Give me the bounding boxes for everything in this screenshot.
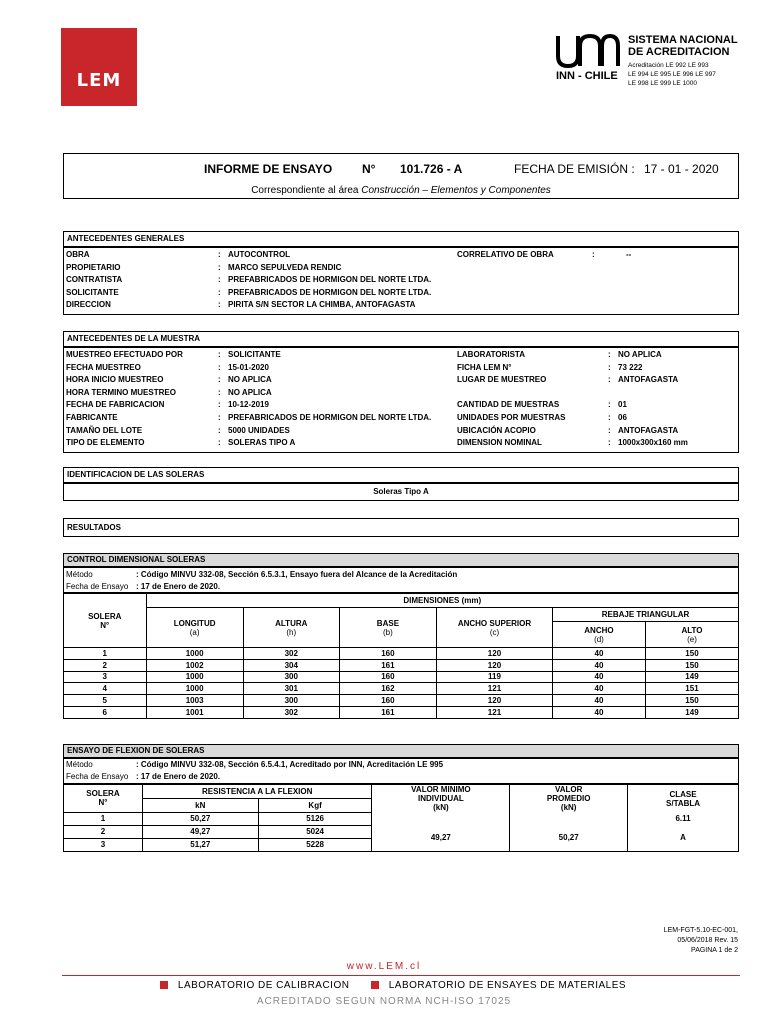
table-cell: 160 [339,695,436,707]
table-cell: 302 [243,648,339,660]
field-value: AUTOCONTROL [228,250,291,259]
field-colon: : [218,275,221,285]
flex-col-promedio: VALOR PROMEDIO (kN) [510,785,628,813]
flex-date: : 17 de Enero de 2020. [136,772,221,781]
field-label: LUGAR DE MUESTREO [457,375,547,385]
table-cell: 3 [64,838,143,851]
field-value: MARCO SEPULVEDA RENDIC [228,262,342,272]
table-cell: 5024 [258,825,372,838]
lab-calibracion: LABORATORIO DE CALIBRACION [177,980,350,991]
field-value: 01 [618,400,627,410]
field-value: PREFABRICADOS DE HORMIGON DEL NORTE LTDA. [228,275,432,285]
field-colon: : [218,387,221,397]
field-label: HORA TERMINO MUESTREO [66,387,176,397]
field-colon: : [608,413,611,422]
field-label: FICHA LEM N° [457,362,512,372]
field-value: SOLERAS TIPO A [228,438,296,448]
table-cell: 1 [64,812,143,825]
dim-col-ancho-superior: ANCHO SUPERIOR (c) [437,608,553,648]
field-value: PREFABRICADOS DE HORMIGON DEL NORTE LTDA. [228,287,432,297]
report-number: 101.726 - A [400,162,463,176]
table-cell: 160 [339,648,436,660]
field-label: OBRA [66,250,90,259]
field-colon: : [218,413,221,422]
identification-value: Soleras Tipo A [63,483,739,501]
website-link[interactable]: www.LEM.cl [346,961,422,972]
flex-col-kgf: Kgf [258,798,372,812]
field-colon: : [218,425,221,435]
issue-date: 17 - 01 - 2020 [644,162,719,176]
table-cell: 5 [64,695,147,707]
table-cell: 1001 [146,706,243,718]
dim-method-label: Método [66,570,93,579]
dim-col-longitud: LONGITUD (a) [146,608,243,648]
dim-col-rebaje: REBAJE TRIANGULAR [552,608,738,622]
table-cell: 49,27 [142,825,258,838]
field-value: PIRITA S/N SECTOR LA CHIMBA, ANTOFAGASTA [228,300,416,310]
table-row [64,812,739,825]
field-colon: : [608,438,611,448]
field-value: 1000x300x160 mm [618,438,688,448]
accreditation-note: ACREDITADO SEGUN NORMA NCH-ISO 17025 [256,996,512,1007]
flex-minimo-value: 49,27 [372,825,510,851]
table-cell: 1000 [146,648,243,660]
field-label: CONTRATISTA [66,275,123,285]
red-square-icon [160,981,168,989]
table-cell: 51,27 [142,838,258,851]
table-cell: 1 [64,648,147,660]
table-cell: 120 [437,659,553,671]
table-cell: 4 [64,683,147,695]
field-label: FECHA DE FABRICACION [66,400,165,410]
inn-title-2: DE ACREDITACION [628,46,730,58]
table-cell: 304 [243,659,339,671]
flex-method: : Código MINVU 332-08, Sección 6.5.4.1, Acreditado por INN, Acreditación LE 995 [136,760,444,769]
field-value: NO APLICA [228,387,272,397]
field-value: ANTOFAGASTA [618,375,679,385]
field-label: LABORATORISTA [457,350,525,359]
table-row [64,695,739,707]
table-row [64,648,739,660]
footer-divider [62,975,740,976]
flex-col-minimo: VALOR MINIMO INDIVIDUAL (kN) [372,785,510,813]
field-colon: : [218,375,221,385]
flex-method-label: Método [66,760,93,769]
field-label: TIPO DE ELEMENTO [66,438,145,448]
flexion-table [63,784,739,852]
dim-date: : 17 de Enero de 2020. [136,582,221,591]
field-colon: : [218,250,221,259]
table-cell: 120 [437,695,553,707]
table-cell: 121 [437,683,553,695]
table-cell: 2 [64,825,143,838]
table-cell: 6 [64,706,147,718]
footer-labs [0,980,768,991]
field-value: ANTOFAGASTA [618,425,679,435]
dim-col-dimensiones: DIMENSIONES (mm) [146,594,738,608]
table-cell: 300 [243,671,339,683]
inn-acreditaciones: Acreditación LE 992 LE 993 LE 994 LE 995 LE 996 LE 997 LE 998 LE 999 LE 1000 [628,62,716,87]
table-row [64,659,739,671]
table-cell: 149 [645,671,738,683]
field-colon: : [608,400,611,410]
field-colon: : [608,375,611,385]
field-label: SOLICITANTE [66,287,119,297]
dim-method: : Código MINVU 332-08, Sección 6.5.3.1, Ensayo fuera del Alcance de la Acreditación [136,570,458,579]
inn-logo-icon [556,34,622,68]
field-colon: : [218,400,221,410]
field-value: NO APLICA [228,375,272,385]
table-cell: 3 [64,671,147,683]
field-colon: : [218,350,221,359]
empty-cell [372,812,510,825]
table-cell: 40 [552,695,645,707]
dim-col-alto: ALTO (e) [645,622,738,648]
dim-col-altura: ALTURA (h) [243,608,339,648]
table-cell: 40 [552,648,645,660]
field-label: DIRECCION [66,300,111,310]
field-value: 10-12-2019 [228,400,269,410]
field-label: UNIDADES POR MUESTRAS [457,413,566,422]
clase-tabla-ref: 6.11 [628,812,739,825]
field-label: PROPIETARIO [66,262,121,272]
table-cell: 40 [552,671,645,683]
inn-chile-label: INN - CHILE [556,70,618,82]
flex-col-solera: SOLERA N° [64,785,143,813]
dim-col-ancho: ANCHO (d) [552,622,645,648]
flex-col-resistencia: RESISTENCIA A LA FLEXION [142,785,372,799]
field-colon: : [608,350,611,359]
lem-logo [61,28,137,106]
field-colon: : [218,300,221,310]
dim-col-solera: SOLERA N° [64,594,147,648]
inn-accreditation-block [556,34,746,94]
flexion-header: ENSAYO DE FLEXION DE SOLERAS [63,744,739,758]
table-cell: 40 [552,706,645,718]
document-reference: LEM-FGT-5.10-EC-001, 05/06/2018 Rev. 15 PAGINA 1 de 2 [663,927,738,954]
field-value: 5000 UNIDADES [228,425,290,435]
report-title: INFORME DE ENSAYO [204,162,333,176]
table-cell: 150 [645,648,738,660]
field-colon: : [592,250,595,259]
report-title-box [63,153,739,199]
table-cell: 1000 [146,671,243,683]
field-value: -- [626,250,632,259]
table-cell: 5228 [258,838,372,851]
table-row [64,671,739,683]
field-value: 73 222 [618,362,643,372]
field-label: FECHA MUESTREO [66,362,141,372]
flex-date-label: Fecha de Ensayo [66,772,129,781]
flex-clase-value: A [628,825,739,851]
flex-col-clase: CLASE S/TABLA [628,785,739,813]
table-cell: 162 [339,683,436,695]
table-cell: 1002 [146,659,243,671]
field-label: CORRELATIVO DE OBRA [457,250,554,259]
table-cell: 151 [645,683,738,695]
dim-col-base: BASE (b) [339,608,436,648]
table-cell: 302 [243,706,339,718]
field-colon: : [218,287,221,297]
field-label: DIMENSION NOMINAL [457,438,542,448]
table-cell: 161 [339,706,436,718]
field-colon: : [608,362,611,372]
table-cell: 1000 [146,683,243,695]
field-label: MUESTREO EFECTUADO POR [66,350,183,359]
dim-date-label: Fecha de Ensayo [66,582,129,591]
field-colon: : [218,438,221,448]
table-cell: 120 [437,648,553,660]
field-label: HORA INICIO MUESTREO [66,375,164,385]
inn-title-1: SISTEMA NACIONAL [628,34,738,46]
table-cell: 5126 [258,812,372,825]
field-colon: : [608,425,611,435]
field-value: SOLICITANTE [228,350,281,359]
table-cell: 150 [645,659,738,671]
dimensional-table [63,593,739,719]
report-area: Correspondiente al área Construcción – Elementos y Componentes [251,185,551,196]
dimensional-control-header: CONTROL DIMENSIONAL SOLERAS [63,553,739,567]
identification-header: IDENTIFICACION DE LAS SOLERAS [63,467,739,483]
flex-promedio-value: 50,27 [510,825,628,851]
field-value: NO APLICA [618,350,662,359]
field-label: TAMAÑO DEL LOTE [66,425,143,435]
table-cell: 121 [437,706,553,718]
field-colon: : [218,362,221,372]
table-cell: 150 [645,695,738,707]
page-number: PAGINA 1 de 2 [691,947,738,954]
report-number-label: N° [362,162,376,176]
issue-date-label: FECHA DE EMISIÓN : [514,162,635,176]
field-label: FABRICANTE [66,413,118,422]
table-cell: 40 [552,659,645,671]
table-row [64,706,739,718]
sample-background-header: ANTECEDENTES DE LA MUESTRA [63,331,739,347]
field-label: UBICACIÓN ACOPIO [457,425,536,435]
table-cell: 149 [645,706,738,718]
results-header: RESULTADOS [63,518,739,537]
lem-logo-text: LEM [76,70,122,91]
lab-ensayes: LABORATORIO DE ENSAYES DE MATERIALES [388,980,627,991]
field-value: PREFABRICADOS DE HORMIGON DEL NORTE LTDA. [228,413,432,422]
table-cell: 300 [243,695,339,707]
table-cell: 50,27 [142,812,258,825]
field-colon: : [218,262,221,272]
flex-col-kn: kN [142,798,258,812]
red-square-icon [371,981,379,989]
general-background-header: ANTECEDENTES GENERALES [63,231,739,247]
empty-cell [510,812,628,825]
field-value: 15-01-2020 [228,362,269,372]
field-label: CANTIDAD DE MUESTRAS [457,400,560,410]
table-cell: 160 [339,671,436,683]
table-row [64,683,739,695]
table-cell: 2 [64,659,147,671]
table-cell: 301 [243,683,339,695]
field-value: 06 [618,413,627,422]
table-cell: 40 [552,683,645,695]
table-row [64,825,739,838]
table-cell: 161 [339,659,436,671]
table-cell: 119 [437,671,553,683]
table-cell: 1003 [146,695,243,707]
